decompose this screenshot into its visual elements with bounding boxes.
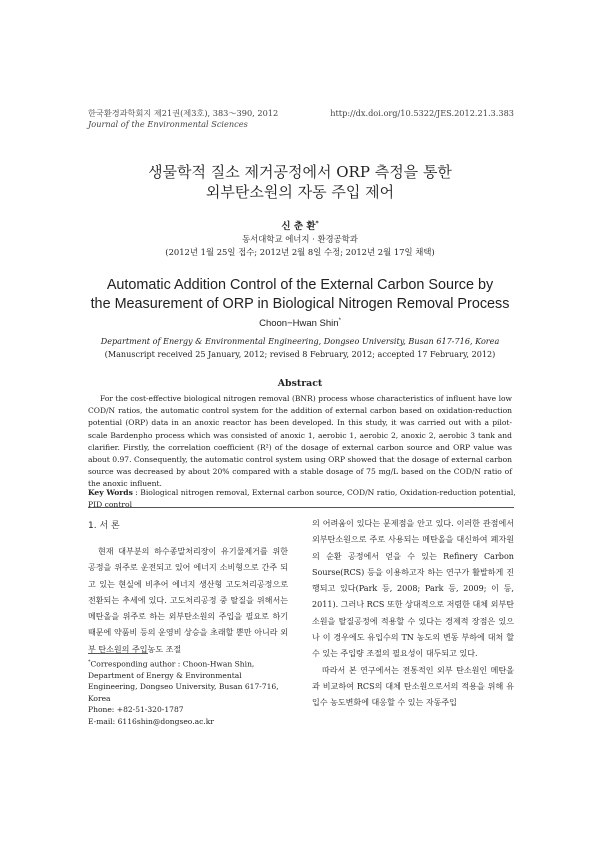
- section-heading: 1. 서 론: [88, 521, 120, 531]
- english-title-line1: Automatic Addition Control of the External Carbon Source by: [106, 277, 494, 293]
- abstract-text: For the cost-effective biological nitrogen removal (BNR) process whose characteristics of influent have low COD/N ratios, the automatic control system for the addition of external carbon based on oxidation-reduction potential (ORP) data in an anoxic reactor has been developed. In this study, it was carried out with a pilot-scale Bardenpho process which was consisted of anoxic 1, aerobic 1, aerobic 2, anoxic 2, aerobic 3 tank and clarifier. Firstly, the correlation coefficient (R²) of the dosage of external carbon source and ORP value was about 0.97. Consequently, the automatic control system using ORP showed that the dosage of external carbon source was decreased by about 20% compared with a stable dosage of 75 mg/L based on the COD/N ratio of the anoxic influent.: [88, 394, 512, 489]
- korean-title-line1: 생물학적 질소 제거공정에서 ORP 측정을 통한: [148, 163, 452, 181]
- korean-title-line2: 외부탄소원의 자동 주입 제어: [205, 183, 395, 201]
- keywords-label: Key Words: [88, 488, 133, 497]
- english-title: [0, 276, 600, 314]
- korean-affiliation: 동서대학교 에너지 · 환경공학과: [242, 234, 358, 244]
- footnote-email[interactable]: E-mail: 6116shin@dongseo.ac.kr: [88, 716, 214, 726]
- journal-citation-korean: 한국환경과학회지 제21권(제3호), 383～390, 2012: [88, 108, 279, 118]
- footnote-corresponding: Corresponding author : Choon-Hwan Shin, Department of Energy & Environmental Engineering, Dongseo University, Busan 617-716, Korea: [88, 659, 279, 703]
- doi-link[interactable]: http://dx.doi.org/10.5322/JES.2012.21.3.383: [330, 108, 514, 118]
- english-dates: (Manuscript received 25 January, 2012; revised 8 February, 2012; accepted 17 February, 2012): [104, 349, 496, 359]
- english-title-line2: the Measurement of ORP in Biological Nitrogen Removal Process: [90, 296, 510, 312]
- korean-author: [0, 218, 600, 232]
- intro-left-column: 현재 대부분의 하수종말처리장이 유기물제거를 위한 공정을 위주로 운전되고 있어 에너지 소비형으로 간주 되고 있는 현실에 비추어 에너지 생산형 고도처리공정으로 전환되는 추세에 있다. 고도처리공정 중 탈질을 위해서는 메탄올을 위주로 하는 외부탄소원의 주입을 필요로 하기 때문에 약품비 등의 운영비 상승을 초래할 뿐만 아니라 외부 탄소원의 주입농도 조절: [88, 547, 288, 654]
- korean-author-name: 신 춘 환: [281, 221, 316, 232]
- korean-affiliation-block: [0, 233, 600, 259]
- journal-name-english: Journal of the Environmental Sciences: [88, 119, 248, 129]
- abstract-heading: Abstract: [277, 378, 323, 389]
- korean-dates: (2012년 1월 25일 접수; 2012년 2월 8일 수정; 2012년 2월 17일 채택): [165, 247, 435, 257]
- footnote-mark: *: [88, 659, 91, 665]
- intro-right-column: [312, 516, 514, 712]
- footnote-divider: [88, 653, 148, 654]
- journal-header: [88, 108, 278, 130]
- english-author: [0, 318, 600, 329]
- english-author-name: Choon−Hwan Shin: [259, 318, 339, 330]
- korean-title: [0, 162, 600, 202]
- intro-paragraph-continued: 의 어려움이 있다는 문제점을 안고 있다. 이러한 관점에서 외부탄소원으로 주로 사용되는 메탄올을 대신하여 폐자원의 순환 공정에서 얻을 수 있는 Refinery Carbon Sourse(RCS) 등을 이용하고자 하는 연구가 활발하게 진행되고 있다(Park 등, 2008; Park 등, 2009; 이 등, 2011). 그러나 RCS 또한 상대적으로 저렴한 대체 외부탄소원을 탈질공정에 적용할 수 있다는 경제적 장점은 있으나 이 경우에도 유입수의 TN 농도의 변동 부하에 대처 할 수 있는 주입량 조절의 필요성이 대두되고 있다.: [312, 519, 514, 659]
- footnote: [88, 657, 293, 727]
- english-author-mark: *: [338, 318, 341, 324]
- korean-author-mark: *: [315, 219, 319, 227]
- intro-paragraph-2: 따라서 본 연구에서는 전통적인 외부 탄소원인 메탄올과 비교하여 RCS의 대체 탄소원으로서의 적용을 위해 유입수 농도변화에 대응할 수 있는 자동주입: [312, 665, 514, 708]
- keywords-text: : Biological nitrogen removal, External carbon source, COD/N ratio, Oxidation-reduction potential, PID control: [88, 488, 516, 509]
- footnote-author-line: [88, 657, 293, 704]
- english-affiliation: Department of Energy & Environmental Engineering, Dongseo University, Busan 617-716, Korea: [100, 336, 500, 346]
- footnote-phone: Phone: +82-51-320-1787: [88, 705, 184, 715]
- divider: [88, 507, 514, 508]
- english-affiliation-block: [0, 335, 600, 361]
